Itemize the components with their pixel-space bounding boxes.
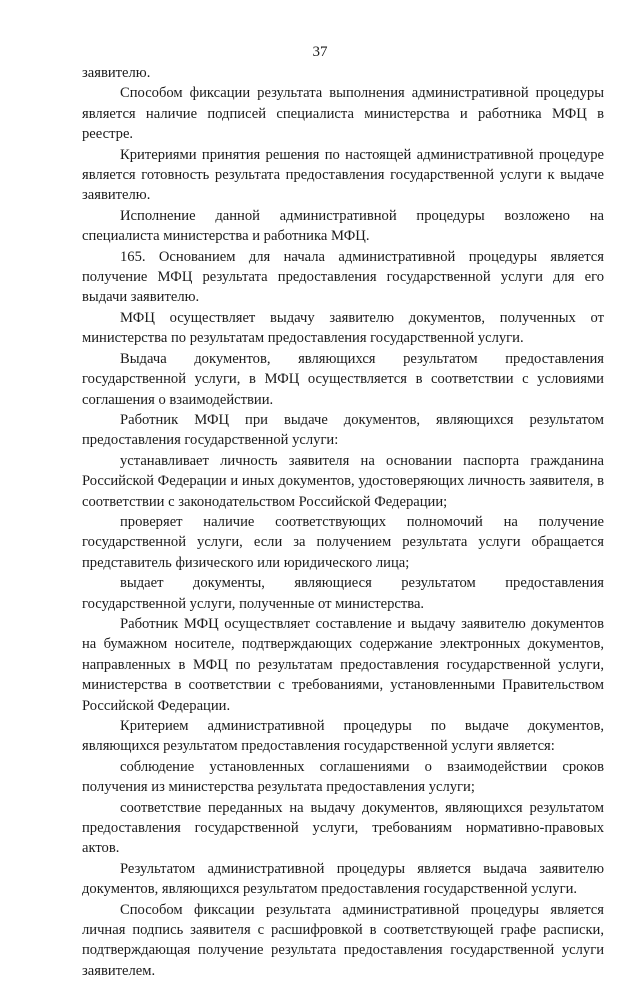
list-item: устанавливает личность заявителя на основании паспорта гражданина Российской Федерации и иных документов, удостоверяющих личность заявителя, в соответствии с законодательством Российской Федерации; [82,452,604,510]
list-item: проверяет наличие соответствующих полномочий на получение государственной услуги, если за получением результата услуги обращается представитель физического или юридического лица; [82,513,604,571]
list-item: выдает документы, являющиеся результатом предоставления государственной услуги, полученные от министерства. [82,575,604,612]
paragraph: Критерием административной процедуры по выдаче документов, являющихся результатом предоставления государственной услуги является: [82,718,604,755]
document-body [82,63,604,981]
paragraph: Исполнение данной административной процедуры возложено на специалиста министерства и работника МФЦ. [82,207,604,245]
paragraph: Способом фиксации результата административной процедуры является личная подпись заявителя с расшифровкой в соответствующей графе расписки, подтверждающая получение результата предоставления государственной услуги заявителем. [82,901,604,979]
paragraph: МФЦ осуществляет выдачу заявителю документов, полученных от министерства по результатам предоставления государственной услуги. [82,309,604,347]
paragraph-section-165: 165. Основанием для начала административной процедуры является получение МФЦ результата предоставления государственной услуги для его выдачи заявителю. [82,248,604,306]
list-item: соответствие переданных на выдачу документов, являющихся результатом предоставления государственной услуги, требованиям нормативно-правовых актов. [82,799,604,857]
list-item: соблюдение установленных соглашениями о взаимодействии сроков получения из министерства результата предоставления услуги; [82,758,604,796]
paragraph: Способом фиксации результата выполнения административной процедуры является наличие подписей специалиста министерства и работника МФЦ в реестре. [82,85,604,143]
paragraph: Выдача документов, являющихся результатом предоставления государственной услуги, в МФЦ осуществляется в соответствии с условиями соглашения о взаимодействии. [82,350,604,408]
paragraph: Работник МФЦ осуществляет составление и выдачу заявителю документов на бумажном носителе, подтверждающих содержание электронных документов, направленных в МФЦ по результатам предоставления государственной услуги, министерства в соответствии с требованиями, установленными Правительством Российской Федерации. [82,615,604,714]
page-number: 37 [312,44,328,60]
paragraph-continuation: заявителю. [82,65,151,81]
paragraph: Критериями принятия решения по настоящей административной процедуре является готовность результата предоставления государственной услуги к выдаче заявителю. [82,146,604,204]
paragraph: Результатом административной процедуры является выдача заявителю документов, являющихся результатом предоставления государственной услуги. [82,860,604,898]
paragraph: Работник МФЦ при выдаче документов, являющихся результатом предоставления государственной услуги: [82,411,604,449]
